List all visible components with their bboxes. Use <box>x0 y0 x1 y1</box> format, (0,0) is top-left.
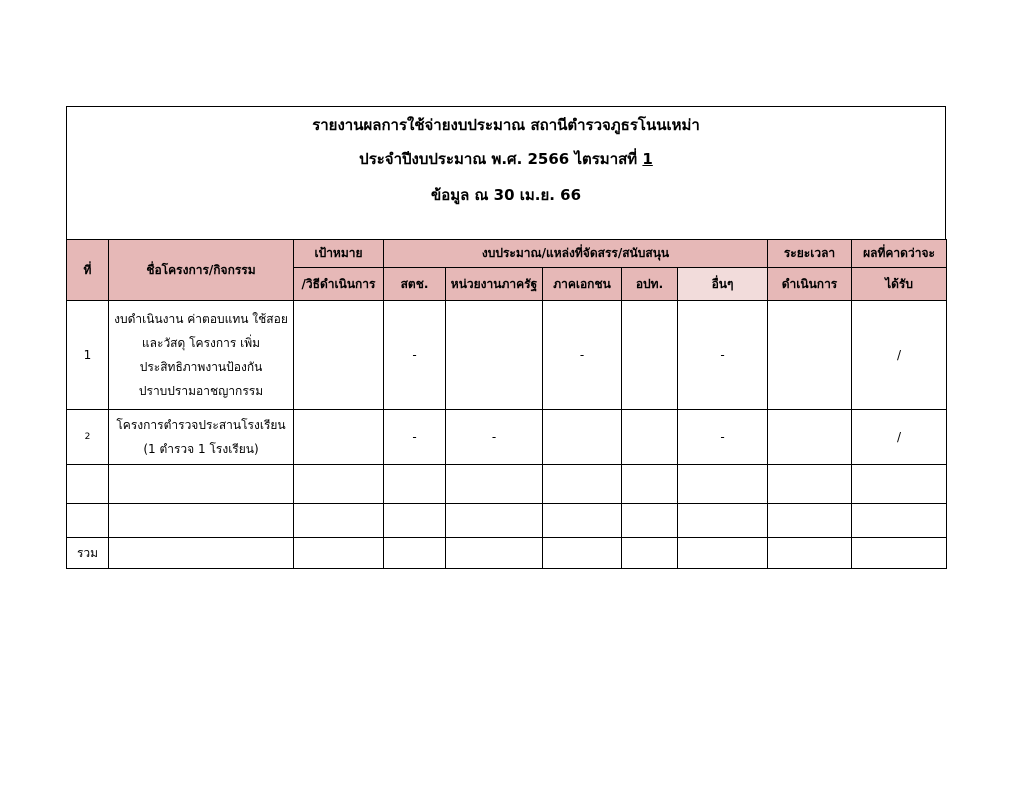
header-result-bottom: ได้รับ <box>852 268 947 301</box>
header-target-bottom: /วิธีดำเนินการ <box>294 268 384 301</box>
row-target <box>294 301 384 410</box>
header-result-top: ผลที่คาดว่าจะ <box>852 240 947 268</box>
header-target-top: เป้าหมาย <box>294 240 384 268</box>
subtitle-prefix: ประจำปีงบประมาณ พ.ศ. 2566 ไตรมาสที่ <box>359 150 643 168</box>
project-line: (1 ตำรวจ 1 โรงเรียน) <box>143 442 259 456</box>
report-date: ข้อมูล ณ 30 เม.ย. 66 <box>430 186 582 204</box>
row-cell-local <box>622 410 678 465</box>
row-project <box>109 410 294 465</box>
empty-row <box>67 504 947 538</box>
row-no: 1 <box>67 301 109 410</box>
row-result: / <box>852 410 947 465</box>
header-sub-other: อื่นๆ <box>678 268 768 301</box>
project-line: ปราบปรามอาชญากรรม <box>138 384 264 398</box>
row-cell-government: - <box>446 410 543 465</box>
row-project <box>109 301 294 410</box>
header-no: ที่ <box>67 240 109 301</box>
header-budget-group: งบประมาณ/แหล่งที่จัดสรร/สนับสนุน <box>384 240 768 268</box>
row-cell-private: - <box>543 301 622 410</box>
row-cell-other: - <box>678 410 768 465</box>
header-project: ชื่อโครงการ/กิจกรรม <box>109 240 294 301</box>
quarter-number: 1 <box>642 150 653 168</box>
row-no: 2 <box>67 410 109 465</box>
budget-table <box>66 239 947 569</box>
header-sub-private: ภาคเอกชน <box>543 268 622 301</box>
header-sub-local: อปท. <box>622 268 678 301</box>
header-sub-police: สตช. <box>384 268 446 301</box>
row-result: / <box>852 301 947 410</box>
row-cell-government <box>446 301 543 410</box>
row-cell-private <box>543 410 622 465</box>
report-title: รายงานผลการใช้จ่ายงบประมาณ สถานีตำรวจภูธรโนนเหม่า <box>312 116 700 134</box>
row-duration <box>768 410 852 465</box>
project-line: โครงการตำรวจประสานโรงเรียน <box>116 418 286 432</box>
row-cell-other: - <box>678 301 768 410</box>
row-cell-police: - <box>384 410 446 465</box>
total-row <box>67 538 947 569</box>
row-cell-police: - <box>384 301 446 410</box>
total-label: รวม <box>67 538 109 569</box>
empty-row <box>67 465 947 504</box>
header-duration-bottom: ดำเนินการ <box>768 268 852 301</box>
report-sheet <box>66 106 946 560</box>
row-target <box>294 410 384 465</box>
table-row <box>67 301 947 410</box>
project-line: และวัสดุ โครงการ เพิ่ม <box>141 336 261 350</box>
row-duration <box>768 301 852 410</box>
header-sub-government: หน่วยงานภาครัฐ <box>446 268 543 301</box>
row-cell-local <box>622 301 678 410</box>
header-duration-top: ระยะเวลา <box>768 240 852 268</box>
project-line: ประสิทธิภาพงานป้องกัน <box>139 360 263 374</box>
table-row <box>67 410 947 465</box>
project-line: งบดำเนินงาน ค่าตอบแทน ใช้สอย <box>114 312 288 326</box>
report-subtitle <box>66 150 946 169</box>
